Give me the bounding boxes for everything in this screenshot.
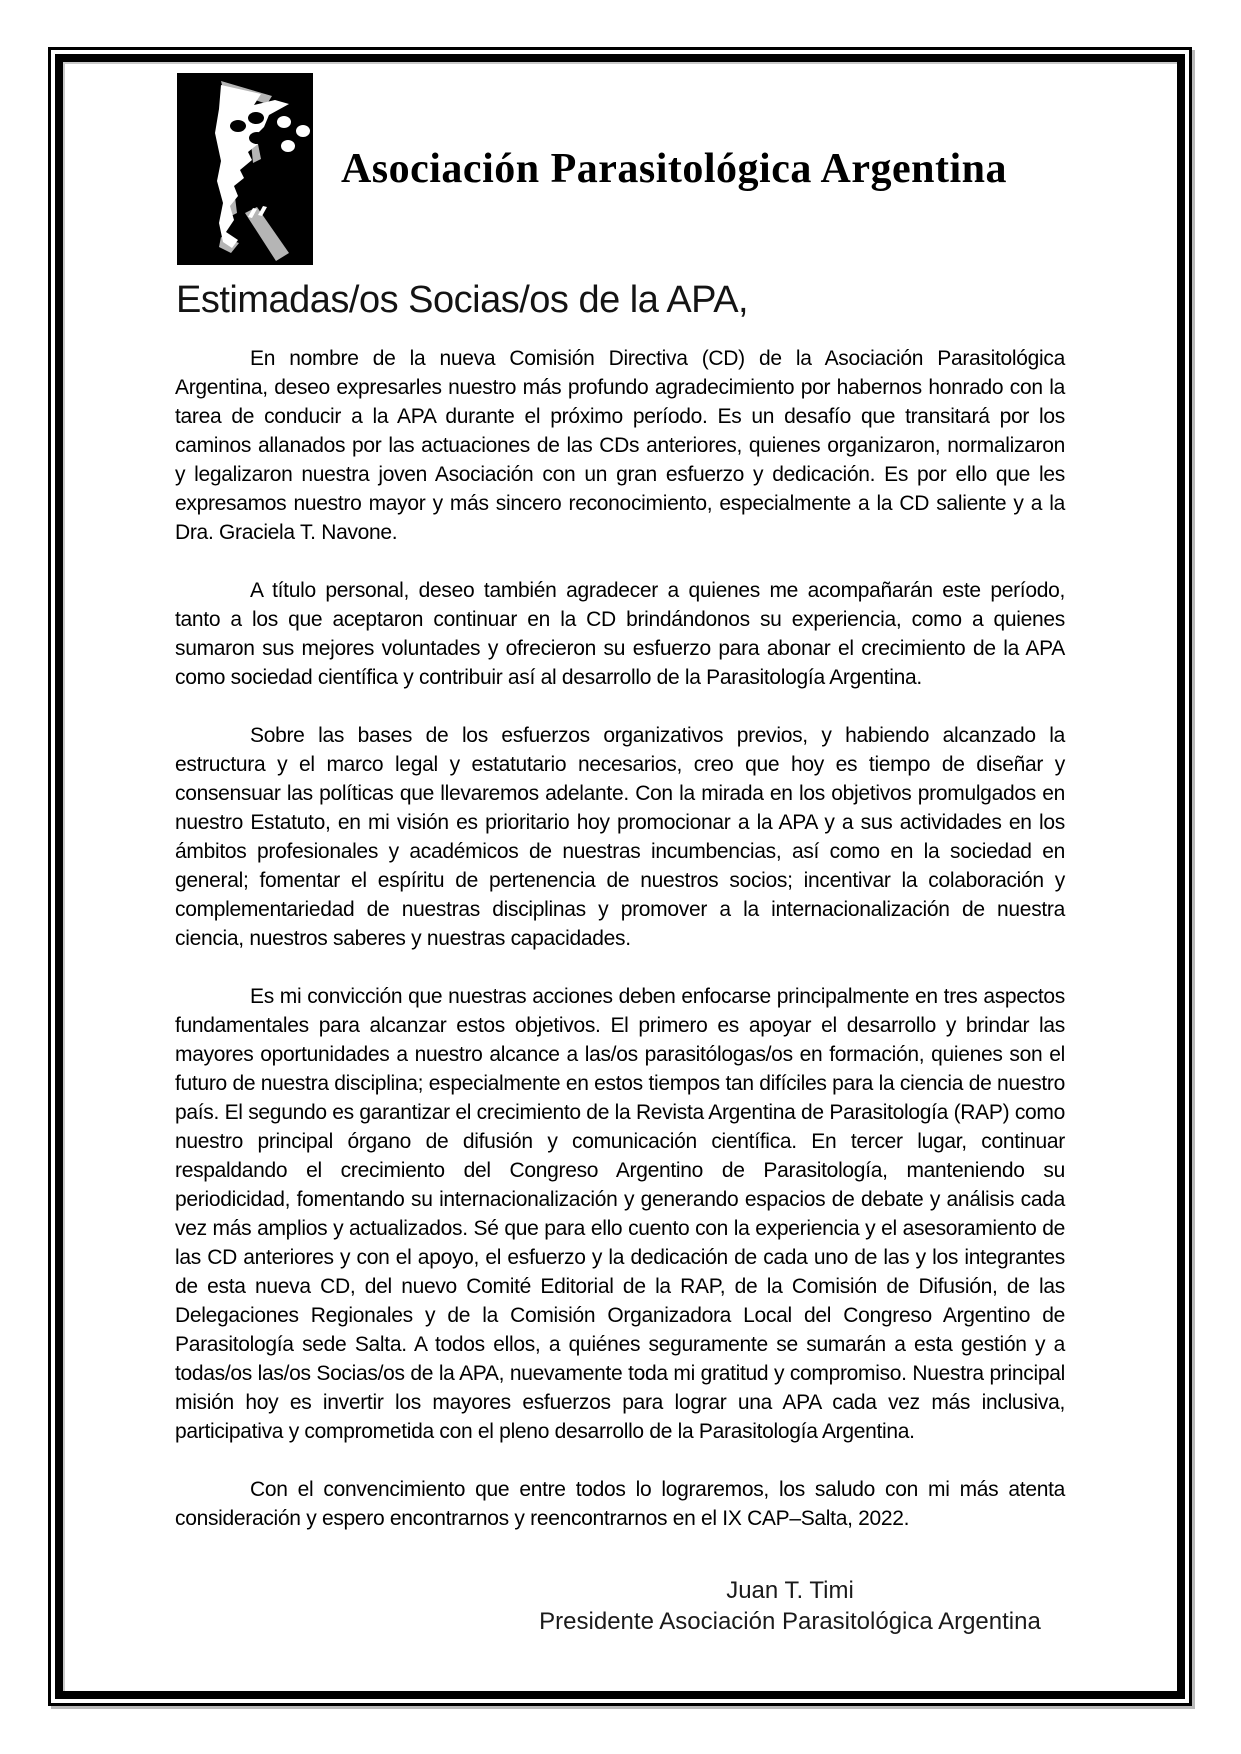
paragraph-1: En nombre de la nueva Comisión Directiva (CD) de la Asociación Parasitológica Argentina, deseo expresarles nuestro más profundo agradecimiento por habernos honrado con la tarea de conducir a la APA durante el próximo período. Es un desafío que transitará por los caminos allanados por las actuaciones de las CDs anteriores, quienes organizaron, normalizaron y legalizaron nuestra joven Asociación con un gran esfuerzo y dedicación. Es por ello que les expresamos nuestro mayor y más sincero reconocimiento, especialmente a la CD saliente y a la Dra. Graciela T. Navone. [175,347,1065,544]
paragraph-5: Con el convencimiento que entre todos lo lograremos, los saludo con mi más atenta consideración y espero encontrarnos y reencontrarnos en el IX CAP–Salta, 2022. [175,1478,1065,1530]
argentina-map-icon [177,73,313,265]
page-border-outer [48,47,1192,1706]
letter-content [63,62,1177,1691]
paragraph-2: A título personal, deseo también agradecer a quienes me acompañarán este período, tanto a los que aceptaron continuar en la CD brindándonos su experiencia, como a quienes sumaron sus mejores voluntades y ofrecieron su esfuerzo para abonar el crecimiento de la APA como sociedad científica y contribuir así al desarrollo de la Parasitología Argentina. [175,579,1065,689]
paragraph-4: Es mi convicción que nuestras acciones deben enfocarse principalmente en tres aspectos fundamentales para alcanzar estos objetivos. El primero es apoyar el desarrollo y brindar las mayores oportunidades a nuestro alcance a las/os parasitólogas/os en formación, quienes son el futuro de nuestra disciplina; especialmente en estos tiempos tan difíciles para la ciencia de nuestro país. El segundo es garantizar el crecimiento de la Revista Argentina de Parasitología (RAP) como nuestro principal órgano de difusión y comunicación científica. En tercer lugar, continuar respaldando el crecimiento del Congreso Argentino de Parasitología, manteniendo su periodicidad, fomentando su internacionalización y generando espacios de debate y análisis cada vez más amplios y actualizados. Sé que para ello cuento con la experiencia y el asesoramiento de las CD anteriores y con el apoyo, el esfuerzo y la dedicación de cada uno de las y los integrantes de esta nueva CD, del nuevo Comité Editorial de la RAP, de la Comisión de Difusión, de las Delegaciones Regionales y de la Comisión Organizadora Local del Congreso Argentino de Parasitología sede Salta. A todos ellos, a quiénes seguramente se sumarán a esta gestión y a todas/os las/os Socias/os de la APA, nuevamente toda mi gratitud y compromiso. Nuestra principal misión hoy es invertir los mayores esfuerzos para lograr una APA cada vez más inclusiva, participativa y comprometida con el pleno desarrollo de la Parasitología Argentina. [175,985,1065,1443]
paragraph-3: Sobre las bases de los esfuerzos organizativos previos, y habiendo alcanzado la estructura y el marco legal y estatutario necesarios, creo que hoy es tiempo de diseñar y consensuar las políticas que llevaremos adelante. Con la mirada en los objetivos promulgados en nuestro Estatuto, en mi visión es prioritario hoy promocionar a la APA y a sus actividades en los ámbitos profesionales y académicos de nuestras incumbencias, así como en la sociedad en general; fomentar el espíritu de pertenencia de nuestros socios; incentivar la colaboración y complementariedad de nuestras disciplinas y promover a la internacionalización de nuestra ciencia, nuestros saberes y nuestras capacidades. [175,724,1065,950]
salutation: Estimadas/os Socias/os de la APA, [176,279,749,321]
signer-name: Juan T. Timi [726,1577,854,1604]
apa-logo [177,73,313,265]
letter-header [177,73,1065,265]
signer-role: Presidente Asociación Parasitológica Argentina [539,1608,1041,1635]
page-border-inner [55,54,1185,1699]
signature-block [530,1575,1050,1637]
organization-title: Asociación Parasitológica Argentina [340,146,1008,192]
